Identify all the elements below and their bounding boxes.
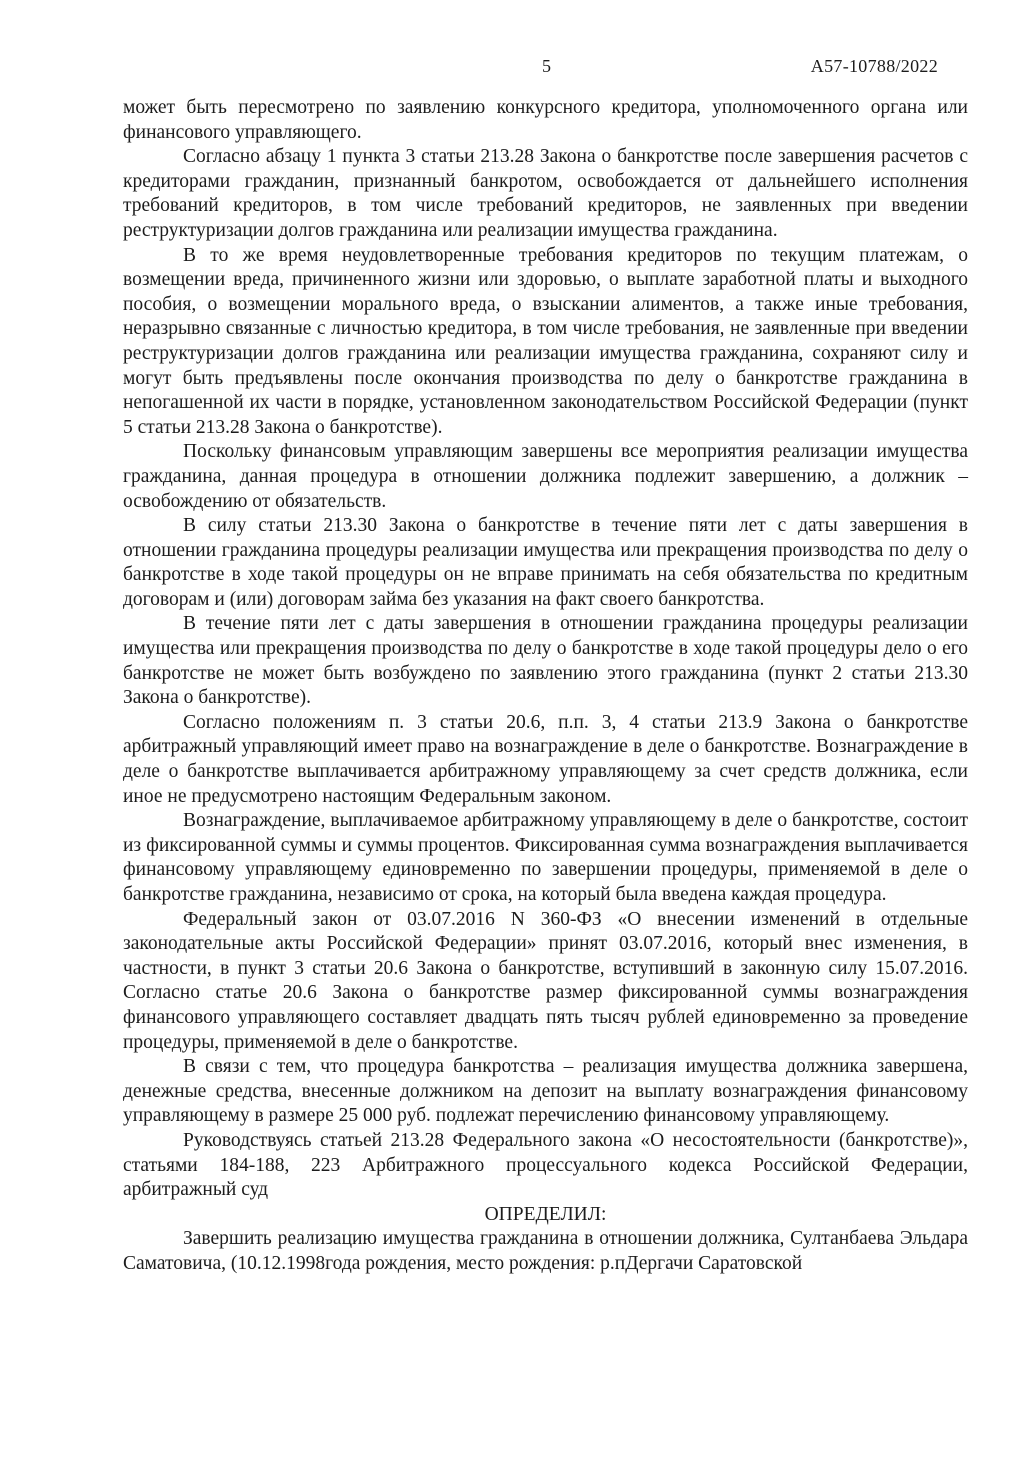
paragraph: В течение пяти лет с даты завершения в отношении гражданина процедуры реализации имущества или прекращения производства по делу о банкротстве в ходе такой процедуры дело о его банкротстве не может быть возбуждено по заявлению этого гражданина (пункт 2 статьи 213.30 Закона о банкротстве). (123, 613, 968, 709)
paragraph: В силу статьи 213.30 Закона о банкротстве в течение пяти лет с даты завершения в отношении гражданина процедуры реализации имущества или прекращения производства по делу о банкротстве в ходе такой процедуры он не вправе принимать на себя обязательства по кредитным договорам и (или) договорам займа без указания на факт своего банкротства. (123, 515, 968, 610)
paragraph: Согласно положениям п. 3 статьи 20.6, п.п. 3, 4 статьи 213.9 Закона о банкротстве арбитражный управляющий имеет право на вознаграждение в деле о банкротстве. Вознаграждение в деле о банкротстве выплачивается арбитражному управляющему за счет средств должника, если иное не предусмотрено настоящим Федеральным законом. (123, 711, 968, 807)
paragraph: может быть пересмотрено по заявлению конкурсного кредитора, уполномоченного органа или финансового управляющего. (123, 97, 968, 143)
paragraph: Согласно абзацу 1 пункта 3 статьи 213.28 Закона о банкротстве после завершения расчетов с кредиторами гражданин, признанный банкротом, освобождается от дальнейшего исполнения требований кредиторов, в том числе требований кредиторов, не заявленных при введении реструктуризации долгов гражданина или реализации имущества гражданина. (123, 146, 968, 241)
paragraph: Руководствуясь статьей 213.28 Федерального закона «О несостоятельности (банкротстве)», статьями 184-188, 223 Арбитражного процессуального кодекса Российской Федерации, арбитражный суд (123, 1129, 968, 1201)
page-number: 5 (542, 56, 551, 76)
paragraph: В то же время неудовлетворенные требования кредиторов по текущим платежам, о возмещении вреда, причиненного жизни или здоровью, о выплате заработной платы и выходного пособия, о возмещении морального вреда, о взыскании алиментов, а также иные требования, неразрывно связанные с личностью кредитора, в том числе требования, не заявленные при введении реструктуризации долгов гражданина или реализации имущества гражданина, сохраняют силу и могут быть предъявлены после окончания производства по делу о банкротстве гражданина в непогашенной их части в порядке, установленном законодательством Российской Федерации (пункт 5 статьи 213.28 Закона о банкротстве). (123, 244, 968, 438)
paragraph: Федеральный закон от 03.07.2016 N 360-ФЗ «О внесении изменений в отдельные законодательные акты Российской Федерации» принят 03.07.2016, который внес изменения, в частности, в пункт 3 статьи 20.6 Закона о банкротстве, вступивший в законную силу 15.07.2016. Согласно статье 20.6 Закона о банкротстве размер фиксированной суммы вознаграждения финансового управляющего составляет двадцать пять тысяч рублей единовременно за проведение процедуры, применяемой в деле о банкротстве. (123, 908, 968, 1053)
document-body (123, 96, 968, 1277)
resolution-heading: ОПРЕДЕЛИЛ: (484, 1203, 607, 1225)
paragraph: В связи с тем, что процедура банкротства – реализация имущества должника завершена, денежные средства, внесенные должником на депозит на выплату вознаграждения финансовому управляющему в размере 25 000 руб. подлежат перечислению финансовому управляющему. (123, 1056, 968, 1127)
case-number: А57-10788/2022 (810, 56, 938, 76)
page-header (123, 56, 970, 82)
paragraph: Вознаграждение, выплачиваемое арбитражному управляющему в деле о банкротстве, состоит из фиксированной суммы и суммы процентов. Фиксированная сумма вознаграждения выплачивается финансовому управляющему единовременно по завершении процедуры, применяемой в деле о банкротстве гражданина, независимо от срока, на который была введена каждая процедура. (123, 810, 968, 905)
final-paragraph: Завершить реализацию имущества гражданина в отношении должника, Султанбаева Эльдара Саматовича, (10.12.1998года рождения, место рождения: р.пДергачи Саратовской (123, 1228, 968, 1274)
paragraph: Поскольку финансовым управляющим завершены все мероприятия реализации имущества гражданина, данная процедура в отношении должника подлежит завершению, а должник – освобождению от обязательств. (123, 441, 968, 512)
